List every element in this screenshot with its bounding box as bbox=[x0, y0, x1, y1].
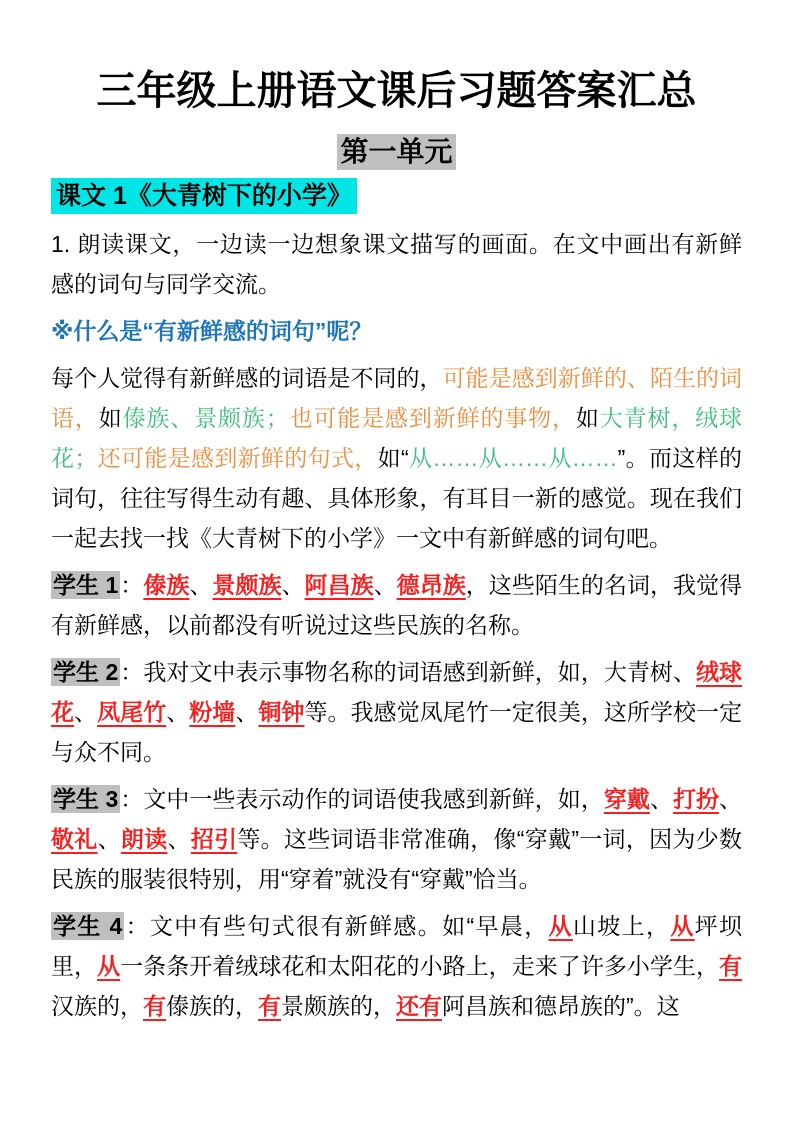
text-segment: ，这些陌生的名词，我觉得有新鲜感，以前都没有听说过这些民族的名称。 bbox=[51, 572, 743, 638]
text-segment: 如 bbox=[98, 405, 123, 431]
text-segment: ※什么是“有新鲜感的词句”呢？ bbox=[51, 318, 373, 344]
text-segment: 景颇族 bbox=[212, 572, 282, 598]
text-segment: 绒球花 bbox=[51, 659, 743, 725]
text-segment: 坪坝里， bbox=[51, 913, 743, 979]
text-segment: 还有 bbox=[396, 993, 442, 1019]
text-segment: 有 bbox=[258, 993, 281, 1019]
text-segment: 敬礼 bbox=[51, 826, 98, 852]
text-segment: 穿戴 bbox=[603, 786, 650, 812]
text-segment: 德昂族 bbox=[396, 572, 466, 598]
student-label: 学生 2 bbox=[53, 659, 119, 685]
text-segment: 从 bbox=[548, 913, 573, 939]
student-1 bbox=[51, 565, 742, 645]
text-segment: 铜钟 bbox=[258, 699, 305, 725]
text-segment: 、 bbox=[235, 699, 259, 725]
text-segment: ：文中一些表示动作的词语使我感到新鲜，如， bbox=[120, 786, 604, 812]
text-segment: 从 bbox=[670, 913, 695, 939]
text-segment: 如 bbox=[575, 405, 600, 431]
text-segment: 大青树，绒球花； bbox=[51, 405, 743, 471]
student-4 bbox=[51, 906, 742, 1026]
text-segment: 山坡上， bbox=[572, 913, 671, 939]
unit-heading: 第一单元 bbox=[337, 134, 455, 170]
text-segment: 还可能是感到新鲜的句式， bbox=[97, 445, 378, 471]
student-2 bbox=[51, 652, 742, 772]
text-segment: ”。而这样的词句，往往写得生动有趣、具体形象，有耳目一新的感觉。现在我们一起去找一找《大青树下的小学》一文中有新鲜感的词句吧。 bbox=[51, 445, 742, 551]
text-segment: 可能是感到新鲜的、陌生的词语， bbox=[51, 365, 743, 431]
text-segment: 凤尾竹 bbox=[97, 699, 167, 725]
text-segment: 、 bbox=[97, 826, 121, 852]
text-segment: 阿昌族 bbox=[304, 572, 374, 598]
subheading-blue bbox=[51, 311, 742, 351]
text-segment: 、 bbox=[281, 572, 305, 598]
text-segment: 1. 朗读课文，一边读一边想象课文描写的画面。在文中画出有新鲜感的词句与同学交流。 bbox=[51, 231, 742, 297]
text-segment: 傣族、景颇族； bbox=[122, 405, 289, 431]
text-segment: ：我对文中表示事物名称的词语感到新鲜，如，大青树、 bbox=[120, 659, 696, 685]
lesson-heading: 课文 1《大青树下的小学》 bbox=[51, 178, 357, 214]
document-body bbox=[51, 224, 742, 1026]
text-segment: 打扮 bbox=[672, 786, 720, 812]
page-title: 三年级上册语文课后习题答案汇总 bbox=[96, 69, 697, 113]
text-segment: 、 bbox=[74, 699, 98, 725]
text-segment: 、 bbox=[166, 699, 190, 725]
text-segment: 阿昌族和德昂族的”。这 bbox=[442, 993, 680, 1019]
text-segment: 有 bbox=[719, 953, 743, 979]
text-segment: 景颇族的， bbox=[281, 993, 396, 1019]
text-segment: 朗读 bbox=[120, 826, 168, 852]
explanation bbox=[51, 358, 742, 558]
text-segment: 、 bbox=[167, 826, 191, 852]
text-segment: 招引 bbox=[190, 826, 238, 852]
student-label: 学生 1 bbox=[53, 572, 119, 598]
unit-heading-row bbox=[51, 134, 742, 170]
text-segment: 也可能是感到新鲜的事物， bbox=[288, 405, 576, 431]
text-segment: 、 bbox=[649, 786, 673, 812]
student-label: 学生 3 bbox=[53, 786, 119, 812]
text-segment: ： bbox=[120, 572, 144, 598]
text-segment: 汉族的， bbox=[51, 993, 143, 1019]
text-segment: 如“ bbox=[377, 445, 409, 471]
text-segment: 从……从……从…… bbox=[408, 445, 618, 471]
lesson-heading-row bbox=[51, 178, 742, 214]
text-segment: ：文中有些句式很有新鲜感。如“早晨， bbox=[124, 913, 549, 939]
text-segment: 粉墙 bbox=[189, 699, 236, 725]
text-segment: 傣族 bbox=[143, 572, 190, 598]
text-segment: 傣族的， bbox=[166, 993, 258, 1019]
text-segment: 从 bbox=[97, 953, 121, 979]
student-label: 学生 4 bbox=[53, 913, 123, 939]
text-segment: 一条条开着绒球花和太阳花的小路上，走来了许多小学生， bbox=[120, 953, 720, 979]
question-1 bbox=[51, 224, 742, 304]
text-segment: 等。这些词语非常准确，像“穿戴”一词，因为少数民族的服装很特别，用“穿着”就没有“穿戴”恰当。 bbox=[51, 826, 743, 892]
text-segment: 等。我感觉凤尾竹一定很美，这所学校一定与众不同。 bbox=[51, 699, 743, 765]
text-segment: 、 bbox=[189, 572, 213, 598]
text-segment: 每个人觉得有新鲜感的词语是不同的， bbox=[51, 365, 443, 391]
text-segment: 、 bbox=[373, 572, 397, 598]
text-segment: 、 bbox=[719, 786, 743, 812]
text-segment: 有 bbox=[143, 993, 166, 1019]
student-3 bbox=[51, 779, 742, 899]
